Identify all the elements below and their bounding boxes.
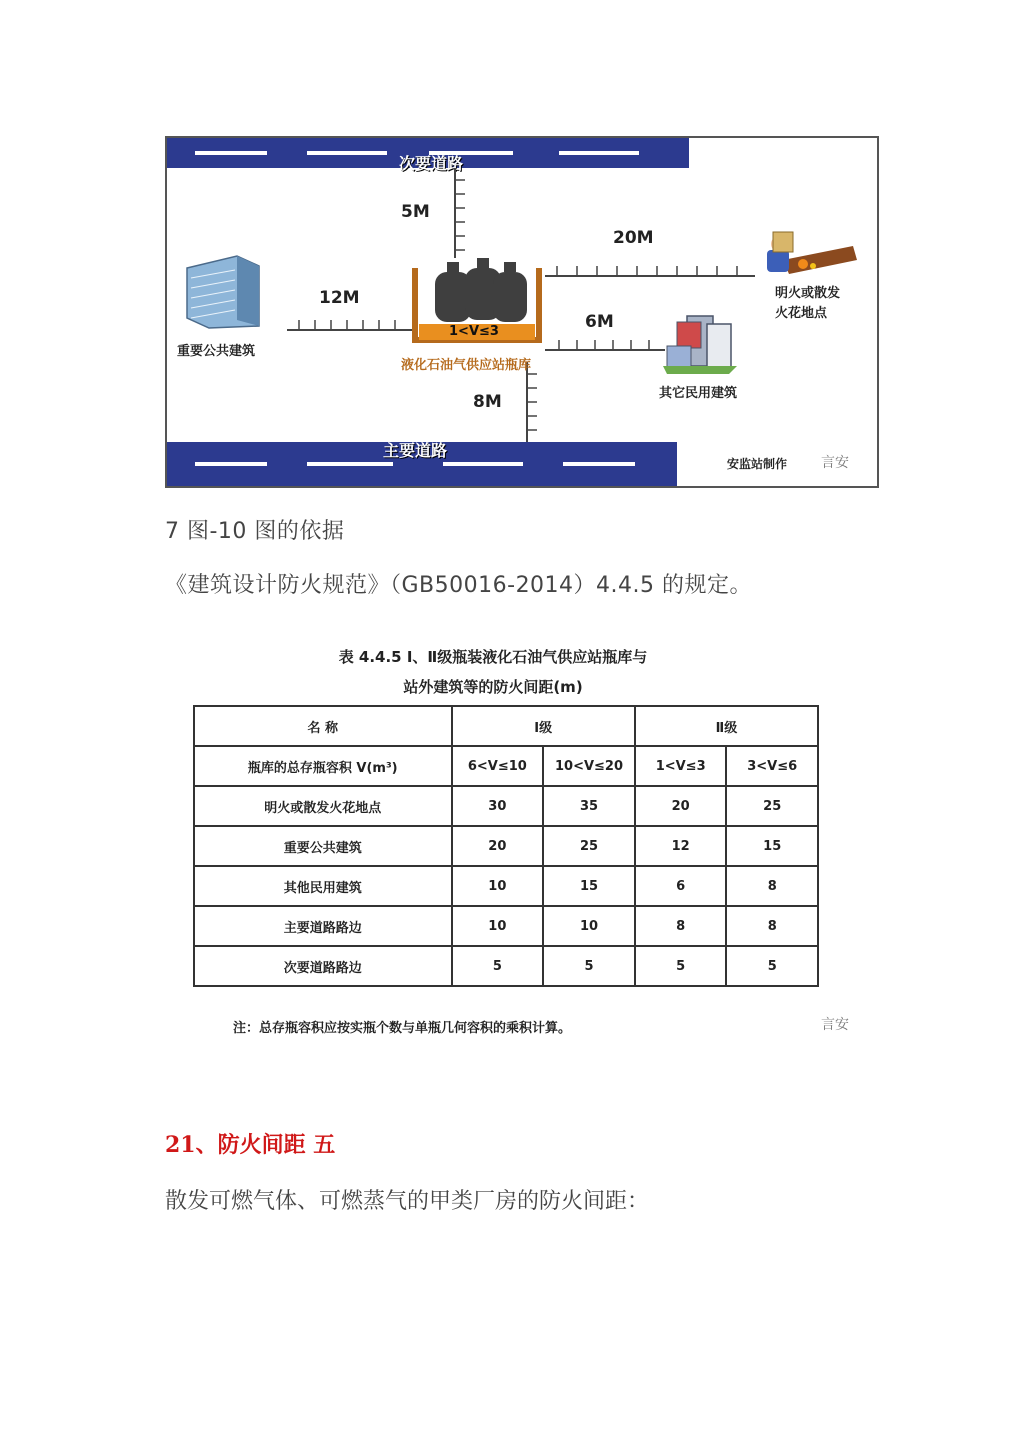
public-building-icon [187, 256, 259, 328]
table-title-line2: 站外建筑等的防火间距(m) [403, 678, 583, 696]
row-name: 次要道路路边 [194, 946, 452, 986]
distance-5m: 5M [401, 202, 430, 222]
cell: 12 [635, 826, 727, 866]
header-grade-2: Ⅱ级 [635, 706, 818, 746]
volume-2: 10<V≤20 [543, 746, 635, 786]
row-name: 主要道路路边 [194, 906, 452, 946]
civil-building-icon [663, 316, 737, 374]
table-row [194, 946, 818, 986]
cell: 25 [543, 826, 635, 866]
distance-12m: 12M [319, 288, 360, 308]
label-volume: 1<V≤3 [449, 324, 499, 339]
cell: 25 [726, 786, 818, 826]
label-public-building: 重要公共建筑 [177, 344, 256, 359]
caption-figures: 7 图-10 图的依据 [165, 519, 345, 544]
table-row [194, 826, 818, 866]
row-name: 明火或散发火花地点 [194, 786, 452, 826]
table-header-row [194, 706, 818, 746]
distance-8m: 8M [473, 392, 502, 412]
volume-label: 瓶库的总存瓶容积 V(m³) [194, 746, 452, 786]
table-title-line1: 表 4.4.5 Ⅰ、Ⅱ级瓶装液化石油气供应站瓶库与 [338, 648, 648, 666]
row-name: 重要公共建筑 [194, 826, 452, 866]
diagram-credit: 安监站制作 [727, 457, 788, 471]
section-heading: 21、防火间距 五 [165, 1132, 336, 1158]
fire-distance-diagram [165, 136, 879, 488]
cell: 5 [452, 946, 544, 986]
secondary-road-label: 次要道路 [399, 154, 464, 173]
table-volume-row [194, 746, 818, 786]
cell: 15 [726, 826, 818, 866]
label-fire-line1: 明火或散发 [775, 286, 841, 301]
volume-3: 1<V≤3 [635, 746, 727, 786]
distance-20m: 20M [613, 228, 654, 248]
cell: 5 [726, 946, 818, 986]
open-fire-icon [767, 232, 857, 274]
volume-1: 6<V≤10 [452, 746, 544, 786]
label-fire-line2: 火花地点 [775, 306, 828, 321]
fire-distance-table [193, 705, 819, 987]
header-name: 名 称 [194, 706, 452, 746]
cell: 20 [452, 826, 544, 866]
table-row [194, 906, 818, 946]
cell: 10 [543, 906, 635, 946]
table-row [194, 786, 818, 826]
distance-6m: 6M [585, 312, 614, 332]
cell: 10 [452, 906, 544, 946]
table-watermark: 言安 [821, 1017, 849, 1033]
cell: 10 [452, 866, 544, 906]
section-body-text: 散发可燃气体、可燃蒸气的甲类厂房的防火间距： [165, 1189, 650, 1214]
table-note: 注：总存瓶容积应按实瓶个数与单瓶几何容积的乘积计算。 [233, 1021, 572, 1036]
cell: 35 [543, 786, 635, 826]
row-name: 其他民用建筑 [194, 866, 452, 906]
distance-rulers [167, 138, 879, 488]
main-road-label: 主要道路 [383, 441, 448, 460]
cell: 15 [543, 866, 635, 906]
cell: 8 [726, 866, 818, 906]
cell: 8 [726, 906, 818, 946]
label-gas-store: 液化石油气供应站瓶库 [401, 358, 532, 373]
label-other-building: 其它民用建筑 [659, 386, 738, 401]
caption-code-reference: 《建筑设计防火规范》（GB50016-2014）4.4.5 的规定。 [165, 573, 753, 598]
volume-4: 3<V≤6 [726, 746, 818, 786]
cell: 30 [452, 786, 544, 826]
cell: 5 [635, 946, 727, 986]
cell: 5 [543, 946, 635, 986]
cell: 6 [635, 866, 727, 906]
header-grade-1: Ⅰ级 [452, 706, 635, 746]
cell: 20 [635, 786, 727, 826]
table-row [194, 866, 818, 906]
standard-table-block [193, 640, 873, 1040]
diagram-watermark: 言安 [821, 455, 849, 471]
cell: 8 [635, 906, 727, 946]
